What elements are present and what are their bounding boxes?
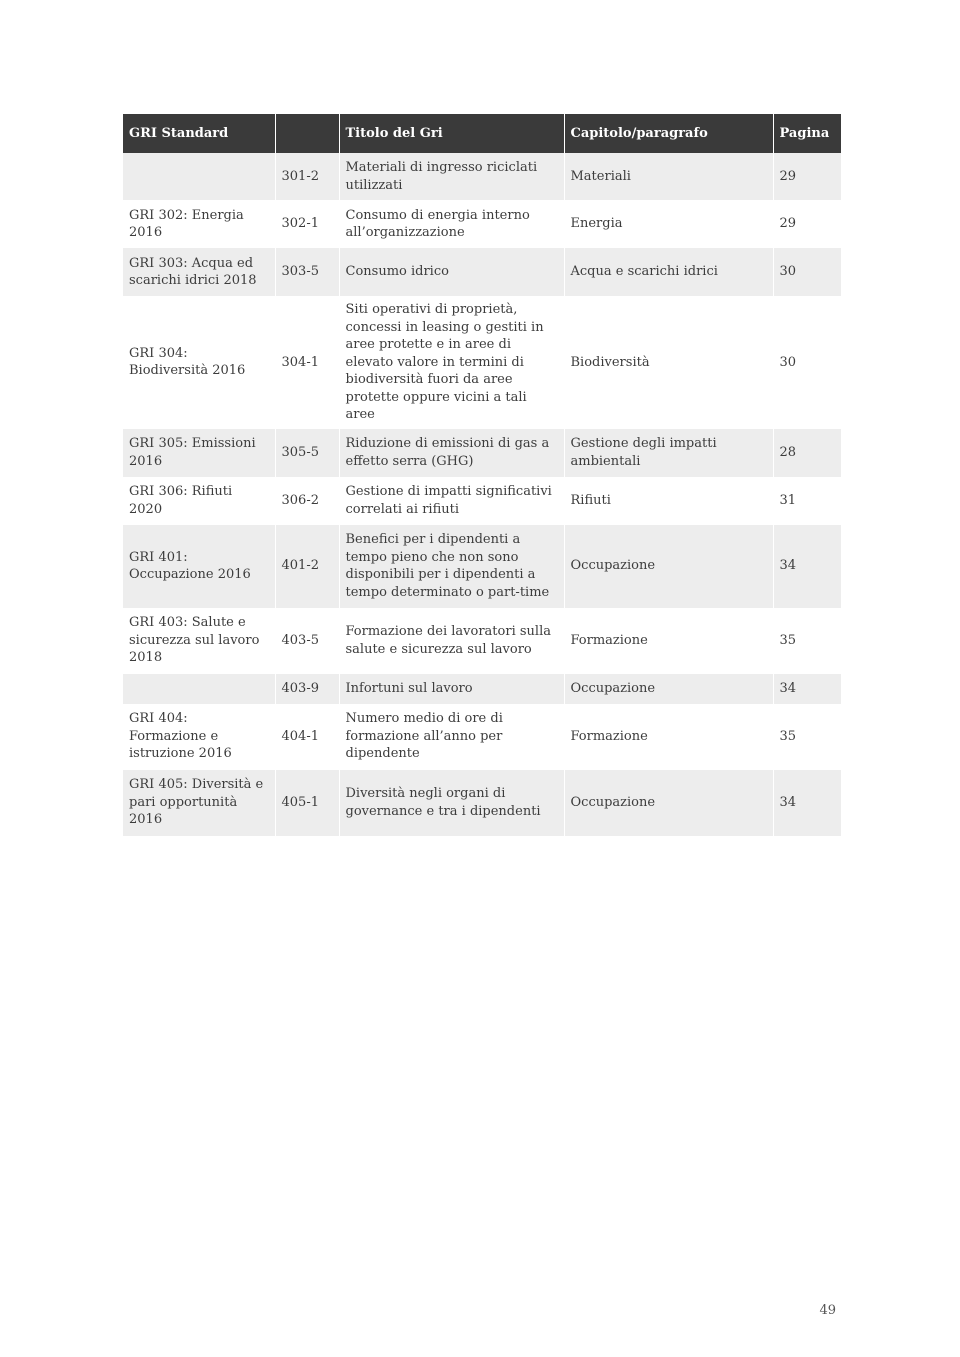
cell-page: 29 — [773, 200, 841, 248]
cell-code: 401-2 — [275, 525, 339, 608]
cell-chapter: Occupazione — [564, 525, 773, 608]
table-row — [123, 153, 841, 200]
table-row — [123, 704, 841, 770]
table-row — [123, 770, 841, 836]
table-row — [123, 200, 841, 248]
header-code — [275, 114, 339, 153]
cell-standard: GRI 305: Emissioni 2016 — [123, 429, 275, 477]
page-number: 49 — [819, 1303, 836, 1318]
cell-code: 403-9 — [275, 674, 339, 704]
cell-standard: GRI 306: Rifiuti 2020 — [123, 477, 275, 525]
cell-chapter: Gestione degli impatti ambientali — [564, 429, 773, 477]
cell-code: 302-1 — [275, 200, 339, 248]
cell-standard: GRI 302: Energia 2016 — [123, 200, 275, 248]
cell-standard — [123, 674, 275, 704]
header-page: Pagina — [773, 114, 841, 153]
cell-code: 404-1 — [275, 704, 339, 770]
cell-chapter: Occupazione — [564, 770, 773, 836]
cell-title: Consumo di energia interno all’organizzazione — [339, 200, 564, 248]
cell-page: 29 — [773, 153, 841, 200]
cell-title: Siti operativi di proprietà, concessi in leasing o gestiti in aree protette e in aree di elevato valore in termini di biodiversità fuori da aree protette oppure vicini a tali aree — [339, 296, 564, 429]
cell-code: 301-2 — [275, 153, 339, 200]
cell-standard: GRI 403: Salute e sicurezza sul lavoro 2018 — [123, 608, 275, 674]
cell-code: 403-5 — [275, 608, 339, 674]
cell-standard: GRI 303: Acqua ed scarichi idrici 2018 — [123, 248, 275, 296]
cell-chapter: Rifiuti — [564, 477, 773, 525]
cell-chapter: Acqua e scarichi idrici — [564, 248, 773, 296]
cell-standard: GRI 401: Occupazione 2016 — [123, 525, 275, 608]
cell-title: Gestione di impatti significativi correlati ai rifiuti — [339, 477, 564, 525]
cell-title: Formazione dei lavoratori sulla salute e sicurezza sul lavoro — [339, 608, 564, 674]
cell-chapter: Formazione — [564, 608, 773, 674]
table-row — [123, 674, 841, 704]
cell-title: Consumo idrico — [339, 248, 564, 296]
cell-code: 303-5 — [275, 248, 339, 296]
cell-page: 28 — [773, 429, 841, 477]
cell-standard: GRI 304: Biodiversità 2016 — [123, 296, 275, 429]
header-gri-standard: GRI Standard — [123, 114, 275, 153]
cell-standard: GRI 404: Formazione e istruzione 2016 — [123, 704, 275, 770]
cell-title: Materiali di ingresso riciclati utilizzati — [339, 153, 564, 200]
cell-page: 35 — [773, 608, 841, 674]
cell-chapter: Occupazione — [564, 674, 773, 704]
cell-title: Infortuni sul lavoro — [339, 674, 564, 704]
table-row — [123, 608, 841, 674]
table-row — [123, 477, 841, 525]
gri-content-index-table — [123, 114, 841, 836]
cell-page: 35 — [773, 704, 841, 770]
cell-page: 34 — [773, 525, 841, 608]
cell-standard — [123, 153, 275, 200]
cell-chapter: Biodiversità — [564, 296, 773, 429]
table-row — [123, 429, 841, 477]
table-header-row — [123, 114, 841, 153]
cell-page: 34 — [773, 674, 841, 704]
header-chapter: Capitolo/paragrafo — [564, 114, 773, 153]
cell-code: 304-1 — [275, 296, 339, 429]
table-row — [123, 525, 841, 608]
table-row — [123, 248, 841, 296]
cell-code: 305-5 — [275, 429, 339, 477]
cell-code: 306-2 — [275, 477, 339, 525]
cell-title: Riduzione di emissioni di gas a effetto serra (GHG) — [339, 429, 564, 477]
cell-chapter: Energia — [564, 200, 773, 248]
cell-page: 30 — [773, 248, 841, 296]
cell-title: Diversità negli organi di governance e tra i dipendenti — [339, 770, 564, 836]
cell-page: 30 — [773, 296, 841, 429]
cell-standard: GRI 405: Diversità e pari opportunità 2016 — [123, 770, 275, 836]
cell-page: 34 — [773, 770, 841, 836]
cell-chapter: Formazione — [564, 704, 773, 770]
cell-title: Numero medio di ore di formazione all’anno per dipendente — [339, 704, 564, 770]
cell-code: 405-1 — [275, 770, 339, 836]
cell-chapter: Materiali — [564, 153, 773, 200]
cell-page: 31 — [773, 477, 841, 525]
cell-title: Benefici per i dipendenti a tempo pieno che non sono disponibili per i dipendenti a tempo determinato o part-time — [339, 525, 564, 608]
table-row — [123, 296, 841, 429]
header-title: Titolo del Gri — [339, 114, 564, 153]
